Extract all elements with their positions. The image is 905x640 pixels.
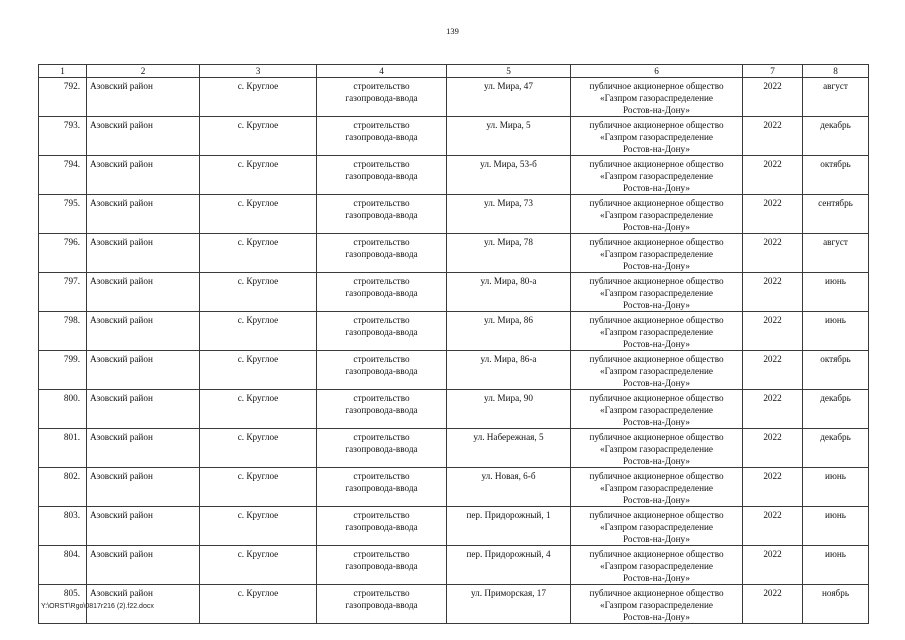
row-number-cell: 792.: [39, 78, 87, 117]
organization-cell-line: «Газпром газораспределение: [600, 93, 713, 103]
page-number: 139: [446, 26, 459, 36]
organization-cell-line: Ростов-на-Дону»: [623, 495, 690, 505]
work-type-cell: [317, 390, 447, 429]
organization-cell-line: Ростов-на-Дону»: [623, 300, 690, 310]
district-cell: Азовский район: [87, 351, 200, 390]
column-header: 1: [39, 65, 87, 78]
table-row: [39, 546, 869, 585]
table-row: [39, 156, 869, 195]
table-body: [39, 78, 869, 624]
year-cell: 2022: [743, 507, 803, 546]
row-number-cell: 794.: [39, 156, 87, 195]
locality-cell: с. Круглое: [200, 546, 317, 585]
work-type-cell: [317, 429, 447, 468]
organization-cell-line: «Газпром газораспределение: [600, 483, 713, 493]
row-number-cell: 799.: [39, 351, 87, 390]
work-type-cell-line: строительство: [353, 354, 410, 364]
organization-cell-line: Ростов-на-Дону»: [623, 612, 690, 622]
work-type-cell: [317, 468, 447, 507]
column-header: 6: [571, 65, 743, 78]
organization-cell-line: Ростов-на-Дону»: [623, 417, 690, 427]
locality-cell: с. Круглое: [200, 585, 317, 624]
locality-cell: с. Круглое: [200, 117, 317, 156]
row-number-cell: 801.: [39, 429, 87, 468]
work-type-cell-line: строительство: [353, 393, 410, 403]
district-cell: Азовский район: [87, 429, 200, 468]
organization-cell-line: публичное акционерное общество: [589, 315, 724, 325]
organization-cell-line: публичное акционерное общество: [589, 237, 724, 247]
district-cell: Азовский район: [87, 546, 200, 585]
year-cell: 2022: [743, 468, 803, 507]
organization-cell-line: публичное акционерное общество: [589, 510, 724, 520]
work-type-cell-line: строительство: [353, 510, 410, 520]
year-cell: 2022: [743, 195, 803, 234]
month-cell: декабрь: [803, 117, 869, 156]
work-type-cell-line: газопровода-ввода: [345, 93, 418, 103]
district-cell: Азовский район: [87, 273, 200, 312]
address-cell: ул. Мира, 86: [447, 312, 571, 351]
column-header: 5: [447, 65, 571, 78]
year-cell: 2022: [743, 585, 803, 624]
organization-cell: [571, 429, 743, 468]
organization-cell-line: публичное акционерное общество: [589, 120, 724, 130]
address-cell: пер. Придорожный, 1: [447, 507, 571, 546]
table-row: [39, 117, 869, 156]
year-cell: 2022: [743, 156, 803, 195]
organization-cell-line: Ростов-на-Дону»: [623, 105, 690, 115]
work-type-cell-line: строительство: [353, 588, 410, 598]
work-type-cell: [317, 507, 447, 546]
address-cell: ул. Мира, 80-а: [447, 273, 571, 312]
month-cell: декабрь: [803, 429, 869, 468]
column-header: 4: [317, 65, 447, 78]
work-type-cell-line: строительство: [353, 237, 410, 247]
organization-cell: [571, 585, 743, 624]
address-cell: ул. Набережная, 5: [447, 429, 571, 468]
work-type-cell-line: строительство: [353, 81, 410, 91]
organization-cell-line: публичное акционерное общество: [589, 432, 724, 442]
table-row: [39, 468, 869, 507]
month-cell: июнь: [803, 273, 869, 312]
organization-cell-line: Ростов-на-Дону»: [623, 378, 690, 388]
organization-cell-line: «Газпром газораспределение: [600, 288, 713, 298]
column-header: 7: [743, 65, 803, 78]
organization-cell-line: публичное акционерное общество: [589, 81, 724, 91]
month-cell: декабрь: [803, 390, 869, 429]
organization-cell: [571, 273, 743, 312]
month-cell: август: [803, 234, 869, 273]
year-cell: 2022: [743, 78, 803, 117]
month-cell: июнь: [803, 507, 869, 546]
organization-cell-line: «Газпром газораспределение: [600, 600, 713, 610]
month-cell: июнь: [803, 312, 869, 351]
address-cell: ул. Мира, 90: [447, 390, 571, 429]
year-cell: 2022: [743, 546, 803, 585]
work-type-cell-line: газопровода-ввода: [345, 249, 418, 259]
locality-cell: с. Круглое: [200, 195, 317, 234]
organization-cell: [571, 546, 743, 585]
year-cell: 2022: [743, 429, 803, 468]
file-path-footer: Y:\ORST\Rgo\0817r216 (2).f22.docx: [41, 603, 154, 610]
district-cell: Азовский район: [87, 312, 200, 351]
work-type-cell-line: газопровода-ввода: [345, 405, 418, 415]
year-cell: 2022: [743, 312, 803, 351]
work-type-cell: [317, 546, 447, 585]
work-type-cell-line: газопровода-ввода: [345, 366, 418, 376]
district-cell: Азовский район: [87, 507, 200, 546]
year-cell: 2022: [743, 390, 803, 429]
row-number-cell: 796.: [39, 234, 87, 273]
organization-cell-line: публичное акционерное общество: [589, 276, 724, 286]
organization-cell: [571, 351, 743, 390]
work-type-cell: [317, 156, 447, 195]
work-type-cell-line: газопровода-ввода: [345, 327, 418, 337]
organization-cell-line: публичное акционерное общество: [589, 393, 724, 403]
organization-cell-line: Ростов-на-Дону»: [623, 339, 690, 349]
organization-cell-line: «Газпром газораспределение: [600, 405, 713, 415]
organization-cell: [571, 507, 743, 546]
organization-cell-line: «Газпром газораспределение: [600, 522, 713, 532]
work-type-cell-line: строительство: [353, 471, 410, 481]
organization-cell-line: Ростов-на-Дону»: [623, 261, 690, 271]
work-type-cell-line: газопровода-ввода: [345, 600, 418, 610]
table-row: [39, 507, 869, 546]
locality-cell: с. Круглое: [200, 468, 317, 507]
work-type-cell-line: газопровода-ввода: [345, 210, 418, 220]
locality-cell: с. Круглое: [200, 351, 317, 390]
year-cell: 2022: [743, 351, 803, 390]
work-type-cell: [317, 273, 447, 312]
district-cell: Азовский район: [87, 195, 200, 234]
organization-cell: [571, 78, 743, 117]
row-number-cell: 802.: [39, 468, 87, 507]
work-type-cell-line: газопровода-ввода: [345, 483, 418, 493]
table-row: [39, 273, 869, 312]
organization-cell-line: публичное акционерное общество: [589, 471, 724, 481]
work-type-cell: [317, 312, 447, 351]
district-cell: Азовский район: [87, 390, 200, 429]
row-number-cell: 797.: [39, 273, 87, 312]
month-cell: октябрь: [803, 156, 869, 195]
month-cell: сентябрь: [803, 195, 869, 234]
address-cell: ул. Мира, 5: [447, 117, 571, 156]
organization-cell-line: «Газпром газораспределение: [600, 561, 713, 571]
table-row: [39, 78, 869, 117]
address-cell: ул. Мира, 73: [447, 195, 571, 234]
organization-cell-line: публичное акционерное общество: [589, 549, 724, 559]
organization-cell-line: «Газпром газораспределение: [600, 366, 713, 376]
locality-cell: с. Круглое: [200, 78, 317, 117]
work-type-cell: [317, 585, 447, 624]
column-header: 8: [803, 65, 869, 78]
locality-cell: с. Круглое: [200, 390, 317, 429]
organization-cell-line: Ростов-на-Дону»: [623, 534, 690, 544]
work-type-cell-line: газопровода-ввода: [345, 288, 418, 298]
work-type-cell: [317, 351, 447, 390]
organization-cell-line: публичное акционерное общество: [589, 198, 724, 208]
district-cell: Азовский район: [87, 234, 200, 273]
address-cell: пер. Придорожный, 4: [447, 546, 571, 585]
year-cell: 2022: [743, 234, 803, 273]
year-cell: 2022: [743, 117, 803, 156]
work-type-cell-line: газопровода-ввода: [345, 171, 418, 181]
work-type-cell-line: строительство: [353, 198, 410, 208]
address-cell: ул. Мира, 86-а: [447, 351, 571, 390]
column-header: 2: [87, 65, 200, 78]
locality-cell: с. Круглое: [200, 429, 317, 468]
organization-cell-line: публичное акционерное общество: [589, 159, 724, 169]
table-row: [39, 195, 869, 234]
organization-cell-line: «Газпром газораспределение: [600, 210, 713, 220]
month-cell: октябрь: [803, 351, 869, 390]
column-header: 3: [200, 65, 317, 78]
address-cell: ул. Приморская, 17: [447, 585, 571, 624]
district-cell: Азовский район: [87, 156, 200, 195]
organization-cell: [571, 156, 743, 195]
work-type-cell-line: строительство: [353, 120, 410, 130]
organization-cell-line: публичное акционерное общество: [589, 588, 724, 598]
district-cell: Азовский район: [87, 585, 200, 624]
organization-cell-line: «Газпром газораспределение: [600, 444, 713, 454]
organization-cell: [571, 117, 743, 156]
table-row: [39, 234, 869, 273]
organization-cell-line: Ростов-на-Дону»: [623, 222, 690, 232]
work-type-cell: [317, 195, 447, 234]
month-cell: июнь: [803, 468, 869, 507]
locality-cell: с. Круглое: [200, 156, 317, 195]
work-type-cell-line: строительство: [353, 159, 410, 169]
work-type-cell-line: строительство: [353, 276, 410, 286]
organization-cell: [571, 195, 743, 234]
organization-cell-line: публичное акционерное общество: [589, 354, 724, 364]
organization-cell-line: Ростов-на-Дону»: [623, 456, 690, 466]
organization-cell: [571, 312, 743, 351]
row-number-cell: 803.: [39, 507, 87, 546]
organization-cell-line: «Газпром газораспределение: [600, 327, 713, 337]
organization-cell-line: «Газпром газораспределение: [600, 171, 713, 181]
row-number-cell: 798.: [39, 312, 87, 351]
address-cell: ул. Мира, 47: [447, 78, 571, 117]
month-cell: ноябрь: [803, 585, 869, 624]
district-cell: Азовский район: [87, 78, 200, 117]
month-cell: июнь: [803, 546, 869, 585]
district-cell: Азовский район: [87, 117, 200, 156]
locality-cell: с. Круглое: [200, 507, 317, 546]
organization-cell-line: Ростов-на-Дону»: [623, 144, 690, 154]
table-row: [39, 312, 869, 351]
table-row: [39, 429, 869, 468]
row-number-cell: 800.: [39, 390, 87, 429]
organization-cell-line: Ростов-на-Дону»: [623, 573, 690, 583]
organization-cell: [571, 468, 743, 507]
table-row: [39, 351, 869, 390]
organization-cell-line: «Газпром газораспределение: [600, 132, 713, 142]
organization-cell-line: «Газпром газораспределение: [600, 249, 713, 259]
row-number-cell: 795.: [39, 195, 87, 234]
work-type-cell: [317, 117, 447, 156]
organization-cell: [571, 234, 743, 273]
organization-cell: [571, 390, 743, 429]
locality-cell: с. Круглое: [200, 273, 317, 312]
address-cell: ул. Новая, 6-б: [447, 468, 571, 507]
year-cell: 2022: [743, 273, 803, 312]
work-type-cell: [317, 78, 447, 117]
work-type-cell: [317, 234, 447, 273]
month-cell: август: [803, 78, 869, 117]
work-type-cell-line: строительство: [353, 549, 410, 559]
row-number-cell: 793.: [39, 117, 87, 156]
table-row: [39, 390, 869, 429]
work-type-cell-line: газопровода-ввода: [345, 132, 418, 142]
work-type-cell-line: газопровода-ввода: [345, 522, 418, 532]
row-number-cell: 804.: [39, 546, 87, 585]
row-number-cell: 805.: [39, 585, 87, 624]
gas-pipeline-schedule-table: [38, 64, 869, 624]
column-number-header-row: [39, 65, 869, 78]
work-type-cell-line: строительство: [353, 315, 410, 325]
locality-cell: с. Круглое: [200, 312, 317, 351]
address-cell: ул. Мира, 53-б: [447, 156, 571, 195]
organization-cell-line: Ростов-на-Дону»: [623, 183, 690, 193]
locality-cell: с. Круглое: [200, 234, 317, 273]
district-cell: Азовский район: [87, 468, 200, 507]
address-cell: ул. Мира, 78: [447, 234, 571, 273]
work-type-cell-line: строительство: [353, 432, 410, 442]
table-row: [39, 585, 869, 624]
work-type-cell-line: газопровода-ввода: [345, 444, 418, 454]
work-type-cell-line: газопровода-ввода: [345, 561, 418, 571]
